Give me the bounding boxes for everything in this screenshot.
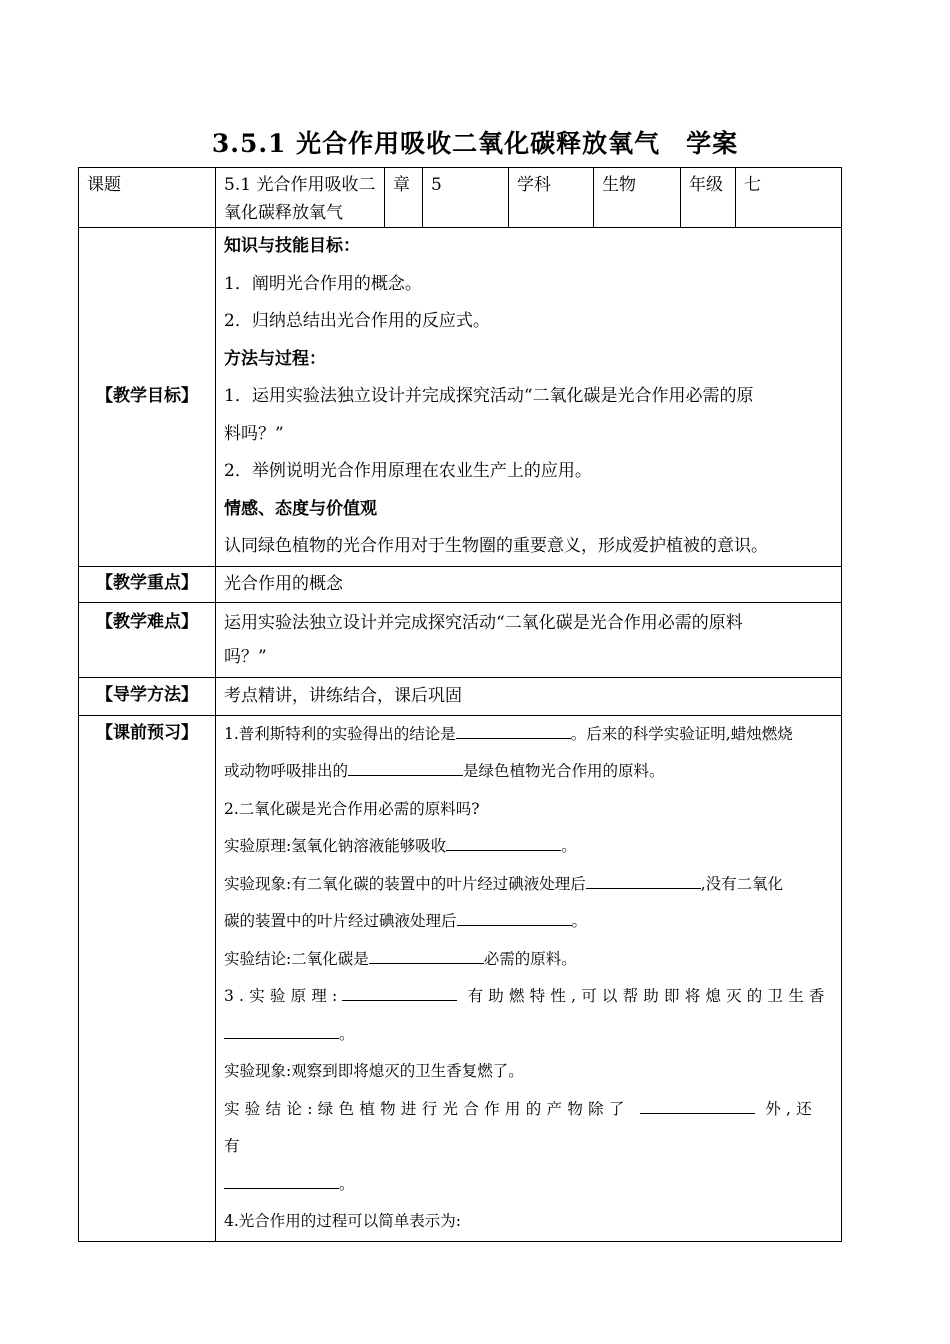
difficulty-row bbox=[79, 602, 842, 677]
page-title: 3.5.1 光合作用吸收二氧化碳释放氧气 学案 bbox=[211, 129, 739, 158]
method-row bbox=[79, 677, 842, 715]
lesson-table bbox=[78, 167, 842, 1242]
answer-blank[interactable] bbox=[640, 1095, 755, 1114]
preview-text: 有助燃特性,可以帮助即将熄灭的卫生香 bbox=[467, 987, 830, 1005]
preview-text: 实验结论:绿色植物进行光合作用的产物除了 bbox=[224, 1099, 630, 1118]
difficulty-line: 运用实验法独立设计并完成探究活动“二氧化碳是光合作用必需的原料 bbox=[224, 612, 743, 633]
goals-line: 1．运用实验法独立设计并完成探究活动“二氧化碳是光合作用必需的原 bbox=[224, 386, 754, 406]
goals-line: 2．归纳总结出光合作用的反应式。 bbox=[224, 311, 490, 331]
preview-q3-conclusion bbox=[224, 1091, 833, 1166]
keypoint-label: 【教学重点】 bbox=[79, 566, 216, 602]
keypoint-row bbox=[79, 566, 842, 602]
preview-text: 碳的装置中的叶片经过碘液处理后 bbox=[224, 912, 457, 930]
goals-heading-attitude: 情感、态度与价值观 bbox=[224, 498, 377, 519]
answer-blank[interactable] bbox=[348, 757, 463, 776]
preview-text: 外,还有 bbox=[224, 1099, 818, 1155]
keypoint-text: 光合作用的概念 bbox=[216, 566, 842, 602]
goals-line: 1．阐明光合作用的概念。 bbox=[224, 273, 422, 294]
answer-blank[interactable] bbox=[457, 907, 572, 926]
preview-text: 。 bbox=[339, 1024, 355, 1043]
preview-text: 实验结论:二氧化碳是 bbox=[224, 949, 369, 968]
goals-line: 料吗？” bbox=[224, 423, 284, 444]
preview-text: 是绿色植物光合作用的原料。 bbox=[463, 762, 665, 780]
topic-value: 5.1 光合作用吸收二氧化碳释放氧气 bbox=[216, 168, 385, 228]
preview-q3-principle bbox=[224, 978, 833, 1016]
grade-value: 七 bbox=[736, 168, 842, 228]
preview-q3-conclusion bbox=[224, 1166, 833, 1204]
goals-label: 【教学目标】 bbox=[79, 228, 216, 567]
header-row bbox=[79, 168, 842, 228]
preview-text: 。 bbox=[561, 837, 577, 855]
difficulty-label: 【教学难点】 bbox=[79, 602, 216, 677]
preview-q1-line bbox=[224, 753, 833, 791]
goals-content bbox=[216, 228, 842, 567]
preview-q2-principle bbox=[224, 828, 833, 866]
preview-text: 。后来的科学实验证明,蜡烛燃烧 bbox=[570, 724, 793, 743]
answer-blank[interactable] bbox=[456, 720, 571, 739]
preview-text: 3.实验原理: bbox=[224, 987, 343, 1005]
preview-text: 。 bbox=[339, 1174, 355, 1193]
preview-text: 1.普利斯特利的实验得出的结论是 bbox=[224, 724, 456, 743]
answer-blank[interactable] bbox=[369, 945, 484, 964]
preview-row bbox=[79, 715, 842, 1241]
preview-q2-conclusion bbox=[224, 941, 833, 979]
preview-q4-line: 4.光合作用的过程可以简单表示为: bbox=[224, 1212, 462, 1230]
preview-text: 。 bbox=[571, 912, 588, 930]
grade-label: 年级 bbox=[681, 168, 736, 228]
goals-row bbox=[79, 228, 842, 567]
difficulty-line: 吗？” bbox=[224, 646, 267, 667]
answer-blank[interactable] bbox=[446, 832, 561, 851]
subject-value: 生物 bbox=[594, 168, 681, 228]
preview-q3-observation: 实验现象:观察到即将熄灭的卫生香复燃了。 bbox=[224, 1062, 524, 1080]
preview-q1-line bbox=[224, 716, 833, 754]
chapter-label: 章 bbox=[385, 168, 423, 228]
answer-blank[interactable] bbox=[342, 982, 457, 1001]
preview-text: 实验原理:氢氧化钠溶液能够吸收 bbox=[224, 837, 447, 855]
difficulty-content bbox=[216, 602, 842, 677]
chapter-value: 5 bbox=[423, 168, 509, 228]
topic-label: 课题 bbox=[79, 168, 216, 228]
answer-blank[interactable] bbox=[224, 1170, 339, 1189]
method-label: 【导学方法】 bbox=[79, 677, 216, 715]
preview-text: 必需的原料。 bbox=[483, 949, 577, 968]
answer-blank[interactable] bbox=[224, 1020, 339, 1039]
preview-q2-line: 2.二氧化碳是光合作用必需的原料吗? bbox=[224, 799, 480, 818]
goals-line: 2．举例说明光合作用原理在农业生产上的应用。 bbox=[224, 461, 592, 481]
preview-text: 实验现象:有二氧化碳的装置中的叶片经过碘液处理后 bbox=[224, 874, 586, 893]
preview-label: 【课前预习】 bbox=[79, 715, 216, 1241]
preview-text: ,没有二氧化 bbox=[700, 874, 784, 893]
method-text: 考点精讲，讲练结合，课后巩固 bbox=[216, 677, 842, 715]
goals-heading-method: 方法与过程： bbox=[224, 348, 326, 369]
goals-line: 认同绿色植物的光合作用对于生物圈的重要意义，形成爱护植被的意识。 bbox=[224, 536, 768, 556]
preview-text: 或动物呼吸排出的 bbox=[224, 762, 349, 780]
preview-q2-observation bbox=[224, 866, 833, 904]
subject-label: 学科 bbox=[509, 168, 594, 228]
preview-content bbox=[216, 715, 842, 1241]
preview-q3-principle bbox=[224, 1016, 833, 1054]
goals-heading-knowledge: 知识与技能目标： bbox=[224, 236, 360, 256]
answer-blank[interactable] bbox=[586, 870, 701, 889]
preview-q2-observation bbox=[224, 903, 833, 941]
